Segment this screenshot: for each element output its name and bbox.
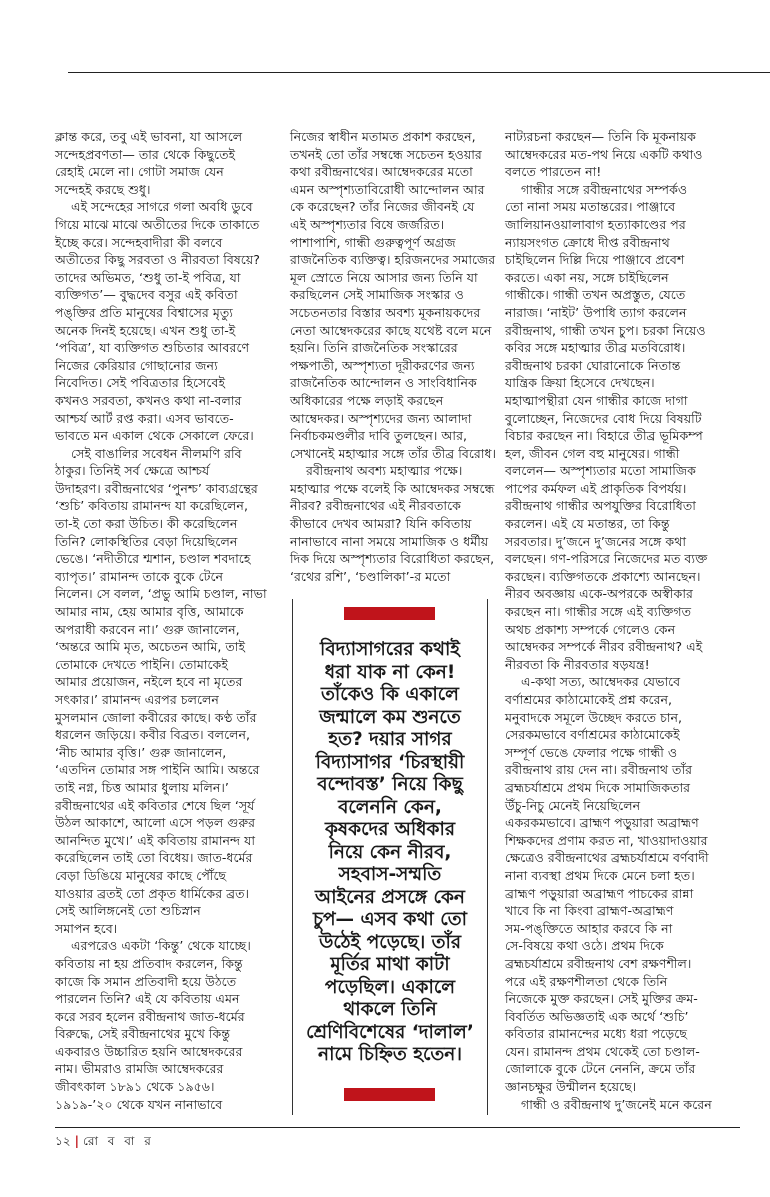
text-line: খাবে কি না কিংবা ব্রাহ্মণ-অব্রাহ্মণ xyxy=(505,903,674,919)
page-number: ১২ xyxy=(55,1134,71,1148)
text-line: আমার নাম, হেয় আমার বৃত্তি, আমাকে xyxy=(55,604,244,620)
text-line: সে-বিষয়ে কথা ওঠে। প্রথম দিকে xyxy=(505,938,664,954)
text-line: বললেন— অস্পৃশ্যতার মতো সামাজিক xyxy=(505,463,696,479)
text-line: ‘অন্তরে আমি মৃত, অচেতন আমি, তাই xyxy=(55,639,245,655)
text-line: করতে। একা নয়, সঙ্গে চাইছিলেন xyxy=(505,269,669,285)
text-line: চাইছিলেন দিল্লি দিয়ে পাঞ্জাবে প্রবেশ xyxy=(505,252,685,268)
text-line: নীরবতা কি নীরবতার ষড়যন্ত্র! xyxy=(505,656,650,672)
text-line: কবিতায় না হয় প্রতিবাদ করলেন, কিন্তু xyxy=(55,955,243,971)
text-line: করছিলেন সেই সামাজিক সংস্কার ও xyxy=(290,287,464,303)
text-line: বুলোচ্ছেন, নিজেদের বোধ দিয়ে বিষয়টি xyxy=(505,410,702,426)
folio-separator: | xyxy=(74,1134,79,1148)
text-line: সৎকার।’ রামানন্দ এরপর চললেন xyxy=(55,692,219,707)
text-line: সচেতনতার বিস্তার অবশ্য মূকনায়কদের xyxy=(290,304,481,320)
text-line: কথা রবীন্দ্রনাথের। আম্বেদকরের মতো xyxy=(290,164,473,180)
text-line: উঁচু-নিচু মেনেই নিয়েছিলেন xyxy=(505,797,641,813)
paragraph xyxy=(55,937,287,1113)
text-line: সমাপন হবে। xyxy=(55,920,118,936)
pull-quote-text xyxy=(293,639,487,1067)
text-line: ব্রহ্মচর্যাশ্রমে প্রথম দিকে সামাজিকতার xyxy=(505,779,691,795)
paragraph xyxy=(505,1096,741,1114)
text-line: করেছিলেন তাই তো বিধেয়। জাত-ধর্মের xyxy=(55,850,253,866)
text-line: যাওয়ার ব্রতই তো প্রকৃত ধার্মিকের ব্রত। xyxy=(55,885,250,901)
text-line: দিক দিয়ে অস্পৃশ্যতার বিরোধিতা করছেন, xyxy=(290,551,495,567)
pull-quote-line: বিদ্যাসাগর ‘চিরস্থায়ী xyxy=(315,751,465,773)
text-line: বিরুদ্ধে, সেই রবীন্দ্রনাথের মুখে কিন্তু xyxy=(55,1026,231,1042)
pull-quote-line: নিয়ে কেন নীরব, xyxy=(328,841,452,863)
text-line: রবীন্দ্রনাথ অবশ্য মহাত্মার পক্ষে। xyxy=(306,463,463,479)
paragraph xyxy=(505,181,741,674)
text-line: তাদের অভিমত, ‘শুধু তা-ই পবিত্র, যা xyxy=(55,269,241,285)
text-line: নীরব অবজ্ঞায় একে-অপরকে অস্বীকার xyxy=(505,586,693,602)
pull-quote-line: বলেননি কেন, xyxy=(338,796,442,818)
pull-quote-box xyxy=(292,599,488,1115)
text-line: সেই বাঙালির সবেধন নীলমণি রবি xyxy=(71,445,242,461)
text-line: মহাত্মাপন্থীরা যেন গান্ধীর কাজে দাগা xyxy=(505,392,688,408)
text-line: একবারও উচ্চারিত হয়নি আম্বেদকরের xyxy=(55,1043,243,1059)
text-line: গান্ধীকে। গান্ধী তখন অপ্রস্তুত, যেতে xyxy=(505,287,686,303)
text-line: নারাজ। ‘নাইট’ উপাধি ত্যাগ করলেন xyxy=(505,304,687,320)
paragraph xyxy=(290,128,502,462)
text-line: নাট্যরচনা করছেন— তিনি কি মূকনায়ক xyxy=(505,129,696,144)
text-line: বিচার করছেন না। বিহারে তীব্র ভূমিকম্প xyxy=(505,428,703,444)
text-line: রবীন্দ্রনাথের এই কবিতার শেষে ছিল ‘সূর্য xyxy=(55,797,255,813)
text-line: নিজের স্বাধীন মতামত প্রকাশ করছেন, xyxy=(290,129,476,144)
text-line: শিক্ষকদের প্রণাম করত না, খাওয়াদাওয়ার xyxy=(505,832,708,848)
article-column-1 xyxy=(55,128,287,1113)
magazine-name: রো ব বা র xyxy=(82,1134,154,1148)
text-line: মনুবাদকে সমূলে উচ্ছেদ করতে চান, xyxy=(505,709,683,725)
text-line: ‘রথের রশি’, ‘চণ্ডালিকা’-র মতো xyxy=(290,568,451,584)
text-line: ব্যক্তিগত’— বুদ্ধদেব বসুর এই কবিতা xyxy=(55,287,238,303)
text-line: কাজে কি সমান প্রতিবাদী হয়ে উঠতে xyxy=(55,973,237,989)
text-line: পঙ্‌ক্তির প্রতি মানুষের বিশ্বাসের মৃত্যু xyxy=(55,304,233,320)
text-line: সম্পূর্ণ ভেঙে ফেলার পক্ষে গান্ধী ও xyxy=(505,744,678,760)
text-line: রবীন্দ্রনাথ রায় দেন না। রবীন্দ্রনাথ তাঁর xyxy=(505,762,693,778)
text-line: রাজনৈতিক ব্যক্তিত্ব। হরিজনদের সমাজের xyxy=(290,252,496,268)
text-line: ধরলেন জড়িয়ে। কবীর বিব্রত। বললেন, xyxy=(55,727,251,743)
pull-quote-line: উঠেই পড়েছে। তাঁর xyxy=(318,931,462,953)
text-line: নীরব? রবীন্দ্রনাথের এই নীরবতাকে xyxy=(290,498,461,514)
text-line: অনেক দিনই হয়েছে। এখন শুধু তা-ই xyxy=(55,322,236,338)
pull-quote-line: জন্মালে কম শুনতে xyxy=(319,706,461,728)
text-line: গিয়ে মাঝে মাঝে অতীতের দিকে তাকাতে xyxy=(55,216,260,232)
text-line: এ-কথা সত্য, আম্বেদকর যেভাবে xyxy=(521,674,681,690)
text-line: কবিতার রামানন্দের মধ্যে ধরা পড়েছে xyxy=(505,1026,687,1042)
text-line: জ্ঞানচক্ষুর উন্মীলন হয়েছে। xyxy=(505,1079,637,1095)
text-line: ‘এতদিন তোমার সঙ্গ পাইনি আমি। অন্তরে xyxy=(55,762,260,778)
text-line: বিবর্তিত অভিজ্ঞতাই এক অর্থে ‘শুচি’ xyxy=(505,1008,689,1024)
text-line: নানা ব্যবস্থা প্রথম দিকে মেনে চলা হত। xyxy=(505,867,695,883)
text-line: রাজনৈতিক আন্দোলন ও সাংবিধানিক xyxy=(290,375,477,391)
text-line: সরবতার। দু’জনে দু’জনের সঙ্গে কথা xyxy=(505,533,687,549)
text-line: হয়নি। তিনি রাজনৈতিক সংস্কারের xyxy=(290,340,458,356)
paragraph xyxy=(55,445,287,938)
pull-quote-line: বন্দোবস্ত’ নিয়ে কিছু xyxy=(317,774,463,795)
text-line: নির্বাচকমণ্ডলীর দাবি তুলছেন। আর, xyxy=(290,428,468,444)
pull-quote-line: তাঁকেও কি একালে xyxy=(321,684,459,705)
text-line: পারলেন তিনি? এই যে কবিতায় এমন xyxy=(55,991,240,1007)
text-line: জালিয়ানওয়ালাবাগ হত্যাকাণ্ডের পর xyxy=(505,216,686,232)
pull-quote-line: নামে চিহ্নিত হতেন। xyxy=(318,1044,462,1065)
text-line: তোমাকে দেখতে পাইনি। তোমাকেই xyxy=(55,656,228,672)
text-line: ‘শুচি’ কবিতায় রামানন্দ যা করেছিলেন, xyxy=(55,498,248,514)
text-line: নেতা আম্বেদকরের কাছে যথেষ্ট বলে মনে xyxy=(290,322,492,338)
text-line: করে সরব হলেন রবীন্দ্রনাথ জাত-ধর্মের xyxy=(55,1008,245,1024)
pull-quote-line: সহবাস-সম্মতি xyxy=(338,864,442,885)
text-line: অথচ প্রকাশ্য সম্পর্কে গেলেও কেন xyxy=(505,621,676,637)
text-line: ক্লান্ত করে, তবু এই ভাবনা, যা আসলে xyxy=(55,129,243,144)
pull-quote-line: শ্রেণিবিশেষের ‘দালাল’ xyxy=(306,1021,474,1043)
pull-quote-line: বিদ্যাসাগরের কথাই xyxy=(320,639,460,660)
text-line: কে করেছেন? তাঁর নিজের জীবনই যে xyxy=(290,199,475,215)
text-line: বলতে পারতেন না! xyxy=(505,164,602,180)
text-line: সন্দেহই করছে শুধু। xyxy=(55,181,151,197)
pull-quote-line: আইনের প্রসঙ্গে কেন xyxy=(315,886,465,908)
text-line: যান্ত্রিক ক্রিয়া হিসেবে দেখছেন। xyxy=(505,375,655,391)
text-line: সন্দেহপ্রবণতা— তার থেকে কিছুতেই xyxy=(55,146,236,162)
footer-rule xyxy=(55,1127,740,1128)
text-line: পাশাপাশি, গান্ধী গুরুত্বপূর্ণ অগ্রজ xyxy=(290,234,456,250)
text-line: আম্বেদকর সম্পর্কে নীরব রবীন্দ্রনাথ? এই xyxy=(505,639,703,655)
text-line: রবীন্দ্রনাথ গান্ধীর অপযুক্তির বিরোধিতা xyxy=(505,498,696,514)
text-line: তিনি? লোকস্থিতির বেড়া দিয়েছিলেন xyxy=(55,533,238,549)
text-line: তা-ই তো করা উচিত। কী করেছিলেন xyxy=(55,516,238,532)
text-line: আমার প্রয়োজন, নইলে হবে না মৃতের xyxy=(55,674,243,690)
text-line: ঠাকুর। তিনিই সর্ব ক্ষেত্রে আশ্চর্য xyxy=(55,463,210,479)
text-line: এই অস্পৃশ্যতার বিষে জর্জরিত। xyxy=(290,216,445,232)
text-line: জোলাকে বুকে টেনে নেননি, ক্রমে তাঁর xyxy=(505,1061,696,1077)
text-line: অধিকারের পক্ষে লড়াই করছেন xyxy=(290,392,444,408)
text-line: বেড়া ডিঙিয়ে মানুষের কাছে পৌঁছে xyxy=(55,867,227,883)
text-line: করলেন। এই যে মতান্তর, তা কিন্তু xyxy=(505,516,670,532)
pull-quote-line: চুপ— এসব কথা তো xyxy=(313,909,467,930)
text-line: কীভাবে দেখব আমরা? যিনি কবিতায় xyxy=(290,516,472,532)
text-line: করছেন। ব্যক্তিগতকে প্রকাশ্যে আনছেন। xyxy=(505,568,701,584)
text-line: ভেঙে। ‘নদীতীরে শ্মশান, চণ্ডাল শবদাহে xyxy=(55,551,251,567)
text-line: সেই আলিঙ্গনেই তো শুচিস্নান xyxy=(55,903,201,919)
pull-quote-line: পড়েছিল। একালে xyxy=(324,976,456,998)
pull-quote-line: হত? দয়ার সাগর xyxy=(328,729,452,750)
text-line: পক্ষপাতী, অস্পৃশ্যতা দূরীকরণের জন্য xyxy=(290,357,475,373)
pull-quote-line: ধরা যাক না কেন! xyxy=(324,661,456,683)
text-line: বর্ণাশ্রমের কাঠামোকেই প্রশ্ন করেন, xyxy=(505,692,673,707)
text-line: সেখানেই মহাত্মার সঙ্গে তাঁর তীব্র বিরোধ। xyxy=(290,445,497,461)
text-line: এই সন্দেহের সাগরে গলা অবধি ডুবে xyxy=(71,199,253,215)
text-line: উঠল আকাশে, আলো এসে পড়ল গুরুর xyxy=(55,815,256,831)
text-line: নানাভাবে নানা সময়ে সামাজিক ও ধর্মীয় xyxy=(290,533,489,549)
text-line: মুসলমান জোলা কবীরের কাছে। কণ্ঠ তাঁর xyxy=(55,709,257,725)
pull-quote-line: মূর্তির মাথা কাটা xyxy=(330,954,450,975)
text-line: ভাবতে মন একাল থেকে সেকালে ফেরে। xyxy=(55,428,254,444)
pull-quote-bottom-bar xyxy=(344,1088,435,1101)
text-line: ব্রহ্মচর্যাশ্রমে রবীন্দ্রনাথ বেশ রক্ষণশীল। xyxy=(505,955,692,971)
text-line: ন্যায়সংগত ক্রোধে দীপ্ত রবীন্দ্রনাথ xyxy=(505,234,670,250)
text-line: পরে এই রক্ষণশীলতা থেকে তিনি xyxy=(505,973,668,989)
article-column-2 xyxy=(290,128,502,585)
text-line: সেরকমভাবে বর্ণাশ্রমের কাঠামোকেই xyxy=(505,727,680,743)
paragraph xyxy=(55,198,287,444)
text-line: এরপরেও একটা ‘কিন্তু’ থেকে যাচ্ছে। xyxy=(71,938,251,954)
text-line: সম-পঙ্‌ক্তিতে আহার করবে কি না xyxy=(505,920,673,936)
pull-quote-line: থাকলে তিনি xyxy=(343,999,437,1020)
pull-quote-top-bar xyxy=(344,607,435,620)
text-line: জীবৎকাল ১৮৯১ থেকে ১৯৫৬। xyxy=(55,1079,215,1095)
header-rule xyxy=(68,72,770,73)
page-folio xyxy=(55,1133,154,1153)
text-line: নিবেদিত। সেই পবিত্রতার হিসেবেই xyxy=(55,375,226,391)
text-line: পাপের কর্মফল এই প্রাকৃতিক বিপর্যয়। xyxy=(505,480,687,496)
text-line: বলছেন। গণ-পরিসরে নিজেদের মত ব্যক্ত xyxy=(505,551,708,567)
text-line: করছেন না। গান্ধীর সঙ্গে এই ব্যক্তিগত xyxy=(505,604,692,620)
text-line: গান্ধীর সঙ্গে রবীন্দ্রনাথের সম্পর্কও xyxy=(521,181,688,197)
text-line: নাম। ভীমরাও রামজি আম্বেদকরের xyxy=(55,1061,224,1077)
paragraph xyxy=(505,673,741,1095)
text-line: মূল স্রোতে নিয়ে আসার জন্য তিনি যা xyxy=(290,269,478,285)
text-line: হল, জীবন গেল বহু মানুষের। গান্ধী xyxy=(505,445,680,461)
text-line: নিজেকে মুক্ত করছেন। সেই মুক্তির ক্রম- xyxy=(505,991,698,1007)
text-line: আম্বেদকর। অস্পৃশ্যদের জন্য আলাদা xyxy=(290,410,472,426)
paragraph xyxy=(505,128,741,181)
text-line: ক্ষেত্রেও রবীন্দ্রনাথের ব্রহ্মচর্যাশ্রমে বর্ণবাদী xyxy=(505,850,709,866)
text-line: রেহাই মেলে না। গোটা সমাজ যেন xyxy=(55,164,224,180)
text-line: গান্ধী ও রবীন্দ্রনাথ দু’জনেই মনে করেন xyxy=(521,1096,712,1112)
text-line: উদাহরণ। রবীন্দ্রনাথের ‘পুনশ্চ’ কাব্যগ্রন্থের xyxy=(55,480,258,496)
text-line: আনন্দিত মুখে।’ এই কবিতায় রামানন্দ যা xyxy=(55,832,256,848)
text-line: রবীন্দ্রনাথ, গান্ধী তখন চুপ। চরকা নিয়েও xyxy=(505,322,706,338)
text-line: যেন। রামানন্দ প্রথম থেকেই তো চণ্ডাল- xyxy=(505,1043,700,1059)
text-line: ১৯১৯-’২০ থেকে যখন নানাভাবে xyxy=(55,1096,223,1112)
text-line: কখনও সরবতা, কখনও কথা না-বলার xyxy=(55,392,242,408)
text-line: নিজের কেরিয়ার গোছানোর জন্য xyxy=(55,357,218,373)
text-line: ব্যাপৃত।’ রামানন্দ তাকে বুকে টেনে xyxy=(55,568,224,584)
text-line: তখনই তো তাঁর সম্বন্ধে সচেতন হওয়ার xyxy=(290,146,482,162)
text-line: নিলেন। সে বলল, ‘প্রভু আমি চণ্ডাল, নাভা xyxy=(55,586,267,602)
text-line: অপরাধী করবেন না।’ গুরু জানালেন, xyxy=(55,621,240,637)
text-line: ইচ্ছে করে। সন্দেহবাদীরা কী বলবে xyxy=(55,234,223,250)
text-line: কবির সঙ্গে মহাত্মার তীব্র মতবিরোধ। xyxy=(505,340,686,356)
text-line: অতীতের কিছু সরবতা ও নীরবতা বিষয়ে? xyxy=(55,252,260,268)
text-line: রবীন্দ্রনাথ চরকা ঘোরানোকে নিতান্ত xyxy=(505,357,681,373)
text-line: আম্বেদকরের মত-পথ নিয়ে একটি কথাও xyxy=(505,146,703,162)
text-line: আশ্চর্য আর্ট রপ্ত করা। এসব ভাবতে- xyxy=(55,410,234,426)
text-line: ‘নীচ আমার বৃত্তি।’ গুরু জানালেন, xyxy=(55,744,227,760)
text-line: তো নানা সময় মতান্তরের। পাঞ্জাবে xyxy=(505,199,676,215)
text-line: একরকমভাবে। ব্রাহ্মণ পড়ুয়ারা অব্রাহ্মণ xyxy=(505,815,699,831)
paragraph xyxy=(55,128,287,198)
text-line: মহাত্মার পক্ষে বলেই কি আম্বেদকর সম্বন্ধে xyxy=(290,480,495,496)
pull-quote-line: কৃষকদের অধিকার xyxy=(324,819,456,840)
text-line: তাই নগ্ন, চিত্ত আমার ধুলায় মলিন।’ xyxy=(55,779,229,795)
article-column-3 xyxy=(505,128,741,1113)
text-line: ব্রাহ্মণ পড়ুয়ারা অব্রাহ্মণ পাচকের রান্না xyxy=(505,885,694,901)
paragraph xyxy=(290,462,502,585)
text-line: ‘পবিত্র’, যা ব্যক্তিগত শুচিতার আবরণে xyxy=(55,340,250,356)
text-line: এমন অস্পৃশ্যতাবিরোধী আন্দোলন আর xyxy=(290,181,485,197)
